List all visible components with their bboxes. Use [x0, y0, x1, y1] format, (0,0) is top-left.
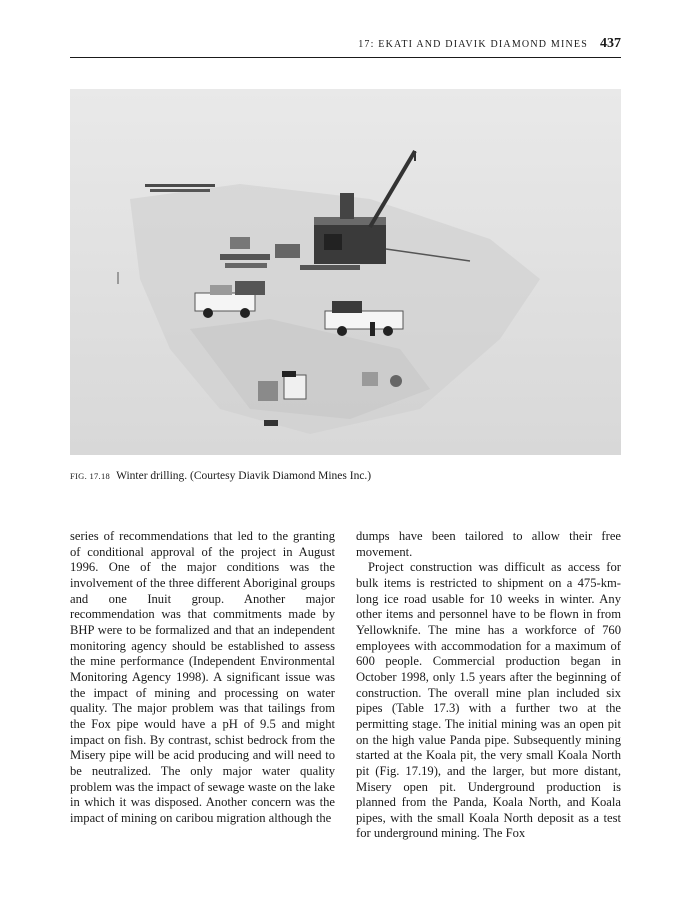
body-column-left: [70, 529, 335, 826]
photo-illustration: [70, 89, 621, 455]
running-title: 17: EKATI AND DIAVIK DIAMOND MINES: [358, 39, 588, 50]
figure-caption-text: Winter drilling. (Courtesy Diavik Diamond Mines Inc.): [116, 470, 372, 482]
header-rule: [70, 57, 621, 58]
running-header: [70, 36, 621, 54]
figure-label: FIG. 17.18: [70, 471, 111, 481]
body-column-right: [356, 529, 621, 842]
paragraph: dumps have been tailored to allow their free movement.: [356, 529, 621, 559]
paragraph: Project construction was difficult as access for bulk items is restricted to shipment on a 475-km-long ice road usable for 10 weeks in winter. Any other items and personnel have to be flown in from Yellowknife. The mine has a workforce of 760 employees with accommodation for a maximum of 600 people. Commercial production began in October 1998, only 1.5 years after the beginning of construction. The overall mine plan included six pipes (Table 17.3) with a further two at the permitting stage. The initial mining was an open pit on the high value Panda pipe. Subsequently mining started at the Koala pit, the very small Koala North pit (Fig. 17.19), and the larger, but more distant, Misery open pit. Underground production is planned from the Panda, Koala North, and Koala pipes, with the small Koala North deposit as a test for underground mining. The Fox: [356, 560, 621, 841]
paragraph: series of recommendations that led to the granting of conditional approval of the project in August 1996. One of the major conditions was the involvement of the three different Aboriginal groups and one Inuit group. Another major recommendation was that commitments made by BHP were to be formalized and that an independent monitoring agency should be established to assess the mine performance (Independent Environmental Monitoring Agency 1998). A significant issue was the impact of mining and processing on water quality. The major problem was that tailings from the Fox pipe would have a pH of 9.5 and might impact on fish. By contrast, schist bedrock from the Misery pipe will be acid producing and will need to be neutralized. The only major water quality problem was the impact of sewage waste on the lake in which it was disposed. Another concern was the impact of mining on caribou migration although the: [70, 529, 335, 825]
figure-photo-winter-drilling: [70, 89, 621, 455]
page-number: 437: [600, 36, 621, 51]
figure-caption: [70, 469, 621, 484]
